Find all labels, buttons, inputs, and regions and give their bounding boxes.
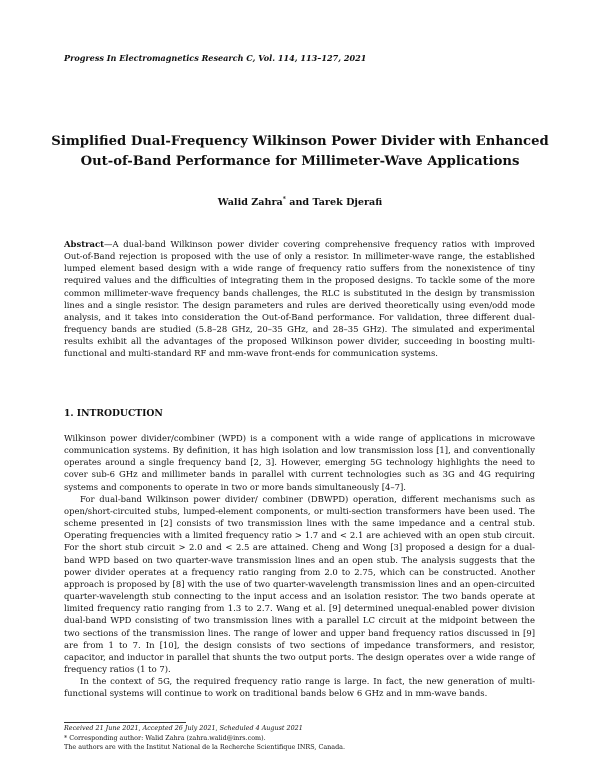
paper-title-line-1: Simplified Dual-Frequency Wilkinson Power Divider with Enhanced xyxy=(51,134,549,149)
body-paragraph-2: For dual-band Wilkinson power divider/ combiner (DBWPD) operation, different mechanisms such as open/short-circuited stubs, lumped-element components, or multi-section transformers have been used. The scheme presented in [2] consists of two transmission lines with the same impedance and a central stub. Operating frequencies with a limited frequency ratio > 1.7 and < 2.1 are achieved with an open stub circuit. For the short stub circuit > 2.0 and < 2.5 are attained. Cheng and Wong [3] proposed a design for a dual-band WPD based on two quarter-wave transmission lines and an open stub. The analysis suggests that the power divider operates at a frequency ratio ranging from 2.0 to 2.75, which can be constructed. Another approach is proposed by [8] with the use of two quarter-wavelength transmission lines and an open-circuited quarter-wavelength stub connecting to the input access and an isolation resistor. The two bands operate at limited frequency ratio ranging from 1.3 to 2.7. Wang et al. [9] determined unequal-enabled power division dual-band WPD consisting of two transmission lines with a parallel LC circuit at the midpoint between the two sections of the transmission lines. The range of lower and upper band frequency ratios discussed in [9] are from 1 to 7. In [10], the design consists of two sections of impedance transformers, and resistor, capacitor, and inductor in parallel that shunts the two output ports. The design operates over a wide range of frequency ratios (1 to 7). xyxy=(64,493,535,674)
body-paragraph-1: Wilkinson power divider/combiner (WPD) is a component with a wide range of applications in microwave communication systems. By definition, it has high isolation and low transmission loss [1], and conventionally operates around a single frequency band [2, 3]. However, emerging 5G technology highlights the need to cover sub-6 GHz and millimeter bands in parallel with current technologies such as 3G and 4G requiring systems and components to operate in two or more bands simultaneously [4–7]. xyxy=(64,433,535,492)
abstract-text: —A dual-band Wilkinson power divider covering comprehensive frequency ratios with improved Out-of-Band rejection is proposed with the use of only a resistor. In millimeter-wave range, the established lumped element based design with a wide range of frequency ratio suffers from the nonexistence of tiny required values and the difficulties of integrating them in the proposed designs. To tackle some of the more common millimeter-wave frequency bands challenges, the RLC is substituted in the design by transmission lines and a single resistor. The design parameters and rules are derived theoretically using even/odd mode analysis, and it takes into consideration the Out-of-Band performance. For validation, three different dual-frequency bands are studied (5.8–28 GHz, 20–35 GHz, and 28–35 GHz). The simulated and experimental results exhibit all the advantages of the proposed Wilkinson power divider, succeeding in boosting multi-functional and multi-standard RF and mm-wave front-ends for communication systems. xyxy=(64,239,535,359)
author-2: Tarek Djerafi xyxy=(312,197,383,208)
footnotes xyxy=(64,724,544,753)
author-affiliation: The authors are with the Institut National de la Recherche Scientifique INRS, Canada. xyxy=(64,743,346,752)
paper-title-line-2: Out-of-Band Performance for Millimeter-Wave Applications xyxy=(80,154,520,169)
corresponding-author-mark: * xyxy=(282,196,286,203)
introduction-body xyxy=(64,432,535,699)
abstract-label: Abstract xyxy=(64,239,105,249)
author-list xyxy=(0,193,600,209)
footnote-divider xyxy=(64,722,186,723)
corresponding-author-note: * Corresponding author: Walid Zahra (zahra.walid@inrs.com). xyxy=(64,733,266,742)
body-paragraph-3: In the context of 5G, the required frequency ratio range is large. In fact, the new generation of multi-functional systems will continue to work on traditional bands below 6 GHz and in mm-wave bands. xyxy=(64,676,535,699)
author-1: Walid Zahra xyxy=(217,197,283,208)
received-dates: Received 21 June 2021, Accepted 26 July 2021, Scheduled 4 August 2021 xyxy=(64,724,303,732)
journal-header: Progress In Electromagnetics Research C, Vol. 114, 113–127, 2021 xyxy=(64,53,367,63)
paper-title xyxy=(40,132,560,172)
section-heading-introduction: 1. INTRODUCTION xyxy=(64,408,163,419)
abstract xyxy=(64,238,535,360)
author-separator: and xyxy=(285,197,313,208)
